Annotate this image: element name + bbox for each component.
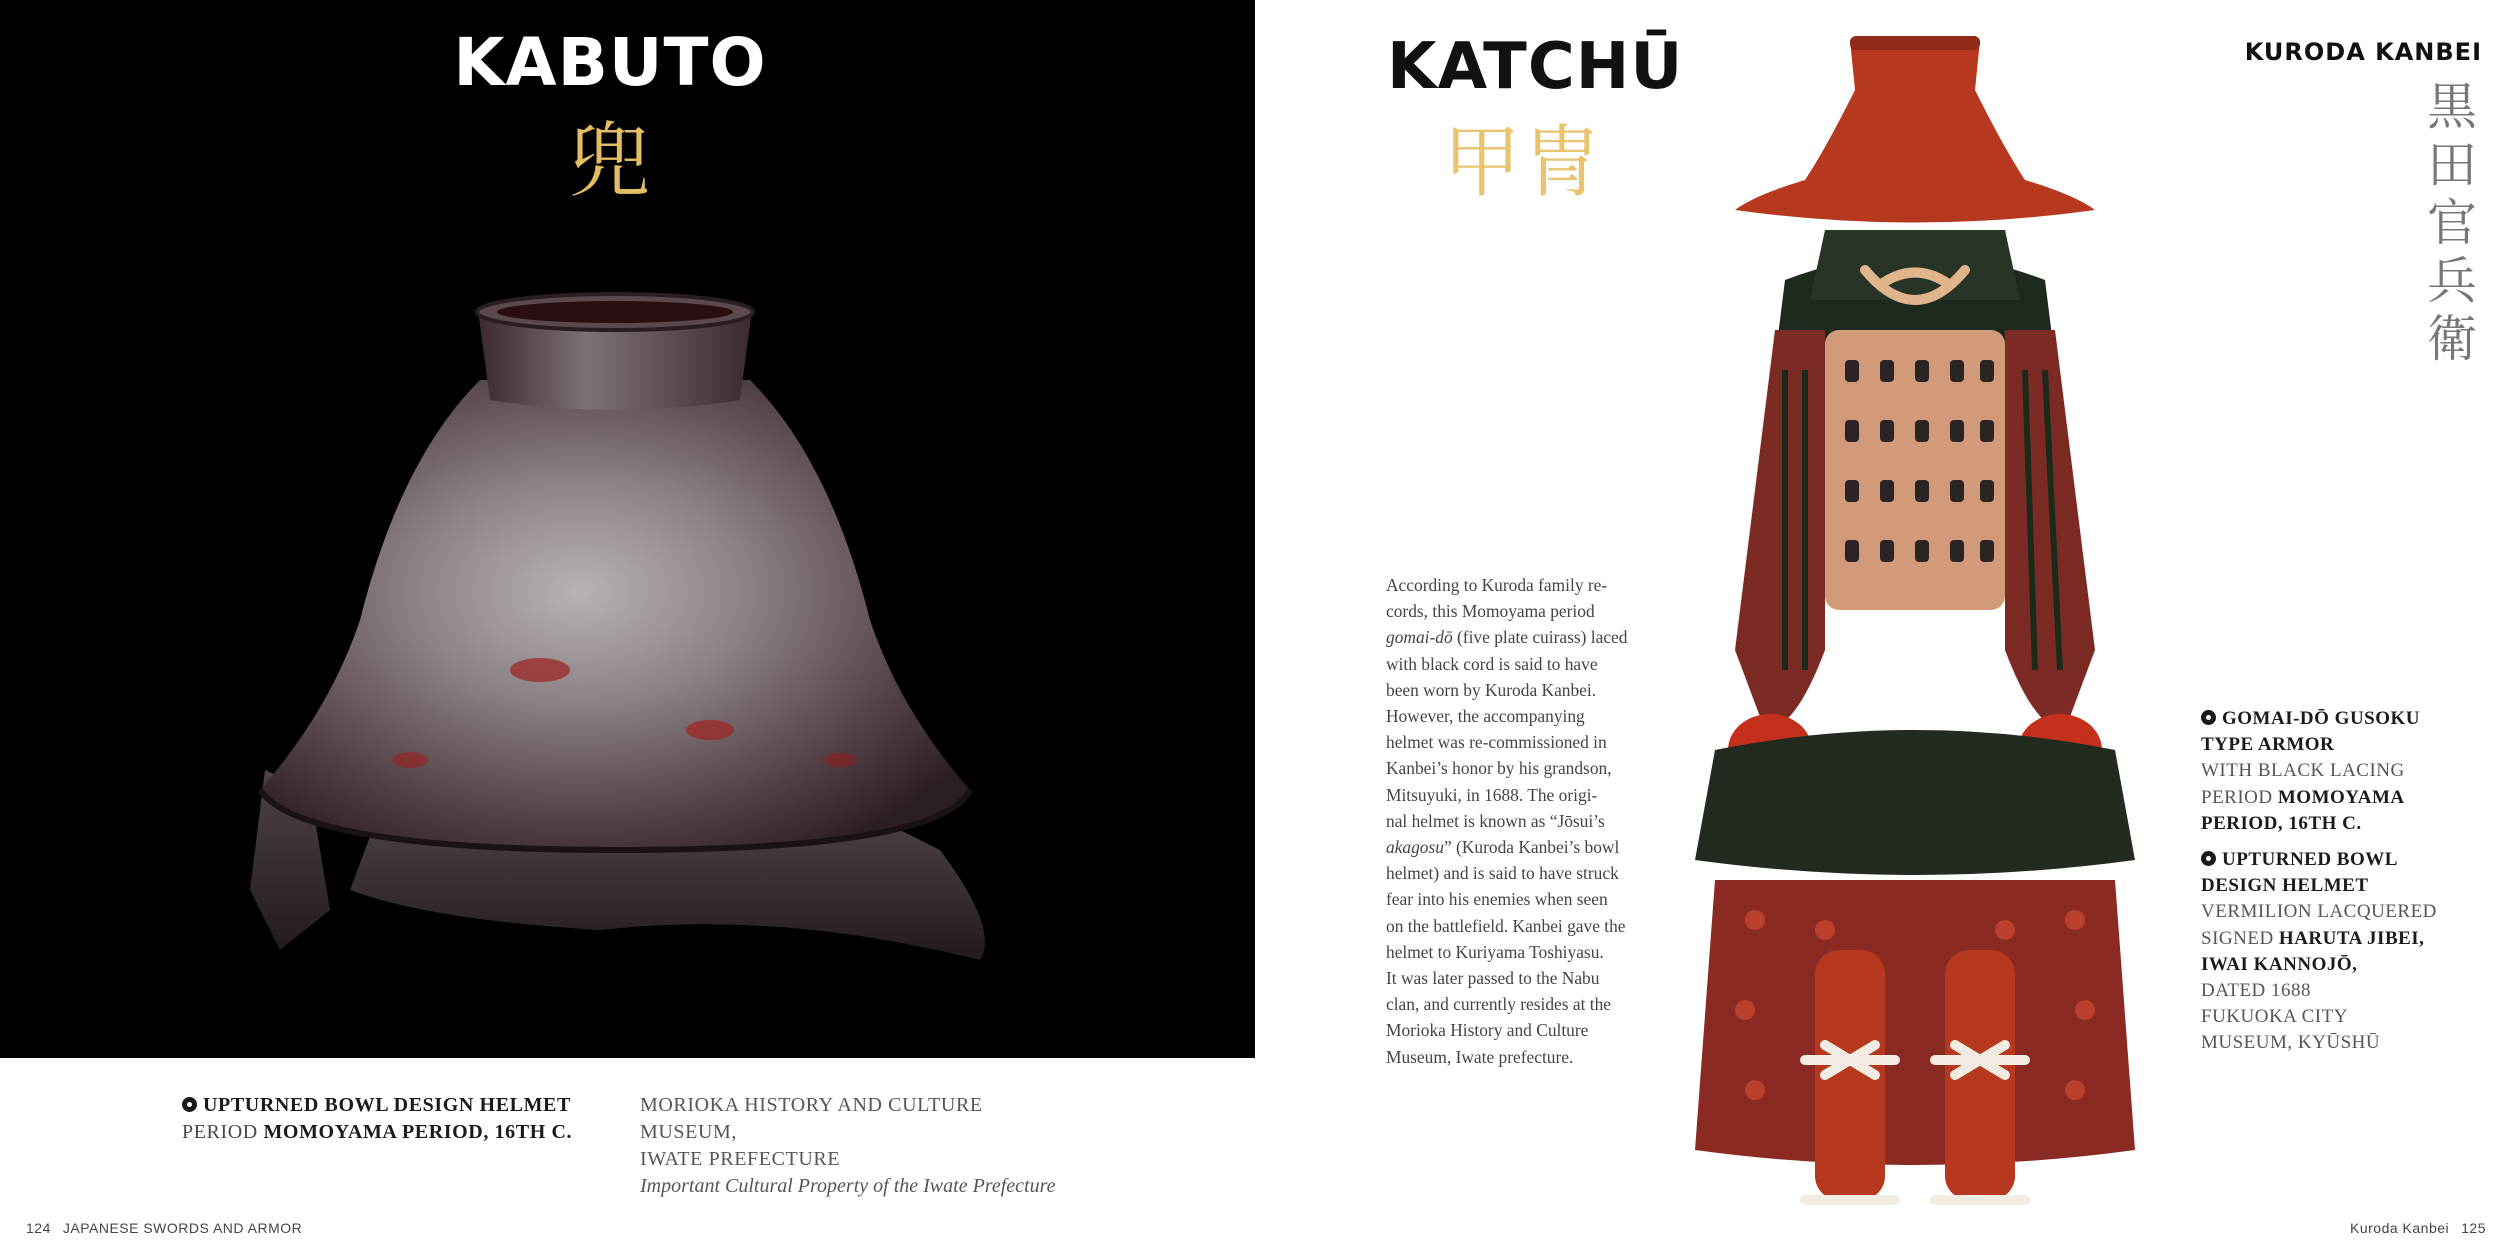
left-folio — [26, 1220, 302, 1236]
katchu-title: KATCHŪ — [1387, 30, 1684, 104]
body-text-line: with black cord is said to have — [1386, 653, 1598, 674]
period-value: MOMOYAMA PERIOD, 16TH C. — [263, 1121, 573, 1143]
body-text-line: helmet to Kuriyama Toshiyasu. — [1386, 941, 1604, 962]
katchu-kanji: 甲冑 — [1443, 118, 1604, 208]
kabuto-kanji: 兜 — [568, 114, 652, 209]
body-text-line: It was later passed to the Nabu — [1386, 968, 1600, 989]
body-text-line: nal helmet is known as “Jōsui’s — [1386, 810, 1605, 831]
helmet-caption-right: UPTURNED BOWL DESIGN HELMET VERMILION LACQUERED SIGNED HARUTA JIBEI, IWAI KANNOJŌ, DATED 1688 FUKUOKA CITY MUSEUM, KYŪSHŪ — [2201, 849, 2437, 1054]
museum-credit — [640, 1092, 1080, 1200]
right-folio — [2350, 1220, 2486, 1236]
kuroda-kanbei-title: KURODA KANBEI — [2244, 38, 2482, 66]
right-page — [1255, 0, 2510, 1256]
body-text-line: Morioka History and Culture — [1386, 1020, 1589, 1041]
body-text-line: Museum, Iwate prefecture. — [1386, 1046, 1574, 1067]
cultural-property-designation: Important Cultural Property of the Iwate Prefecture — [640, 1175, 1056, 1197]
body-text-line: helmet) and is said to have struck — [1386, 863, 1619, 884]
armor-photo — [1675, 30, 2155, 1230]
armor-helmet — [1735, 40, 2095, 223]
kabuto-title: KABUTO — [453, 24, 767, 101]
armor-caption: GOMAI-DŌ GUSOKU TYPE ARMOR WITH BLACK LACING PERIOD MOMOYAMA PERIOD, 16TH C. — [2201, 708, 2421, 834]
running-head-left: JAPANESE SWORDS AND ARMOR — [62, 1220, 303, 1236]
body-text-line: helmet was re-commissioned in — [1386, 732, 1607, 753]
armor-skirt — [1695, 730, 2135, 875]
period-label: PERIOD — [182, 1121, 264, 1143]
body-text-line: However, the accompanying — [1386, 706, 1585, 727]
bullet-marker-icon — [182, 1097, 197, 1112]
museum-line-2: IWATE PREFECTURE — [640, 1148, 841, 1170]
bullet-marker-icon — [2201, 851, 2216, 866]
body-text-line: clan, and currently resides at the — [1386, 994, 1612, 1015]
armor-left-sleeve — [1735, 330, 1825, 730]
body-text-line: fear into his enemies when seen — [1386, 889, 1608, 910]
helmet-photo-panel — [0, 0, 1255, 1058]
helmet-bowl — [260, 380, 970, 850]
body-text-line: Mitsuyuki, in 1688. The origi- — [1386, 784, 1598, 805]
page-number-left: 124 — [26, 1220, 51, 1236]
body-text-line: on the battlefield. Kanbei gave the — [1386, 915, 1626, 936]
helmet-photo — [240, 290, 1000, 970]
body-text-line: been worn by Kuroda Kanbei. — [1386, 679, 1597, 700]
body-text-line: gomai-dō (five plate cuirass) laced — [1386, 627, 1628, 648]
body-text-line: akagosu” (Kuroda Kanbei’s bowl — [1386, 837, 1620, 858]
bullet-marker-icon — [2201, 710, 2216, 725]
armor-captions — [2201, 706, 2501, 1067]
body-text-line: According to Kuroda family re- — [1386, 575, 1608, 595]
running-head-right: Kuroda Kanbei — [2350, 1220, 2450, 1236]
kuroda-kanbei-kanji: 黒田官兵衛 — [2427, 78, 2477, 368]
page-number-right: 125 — [2461, 1220, 2486, 1236]
helmet-caption-title: UPTURNED BOWL DESIGN HELMET — [203, 1094, 571, 1116]
body-text-line: Kanbei’s honor by his grandson, — [1386, 758, 1612, 779]
museum-line-1: MORIOKA HISTORY AND CULTURE MUSEUM, — [640, 1094, 983, 1143]
helmet-caption — [182, 1092, 602, 1146]
body-text-line: cords, this Momoyama period — [1386, 601, 1595, 622]
body-text — [1386, 572, 1646, 1070]
